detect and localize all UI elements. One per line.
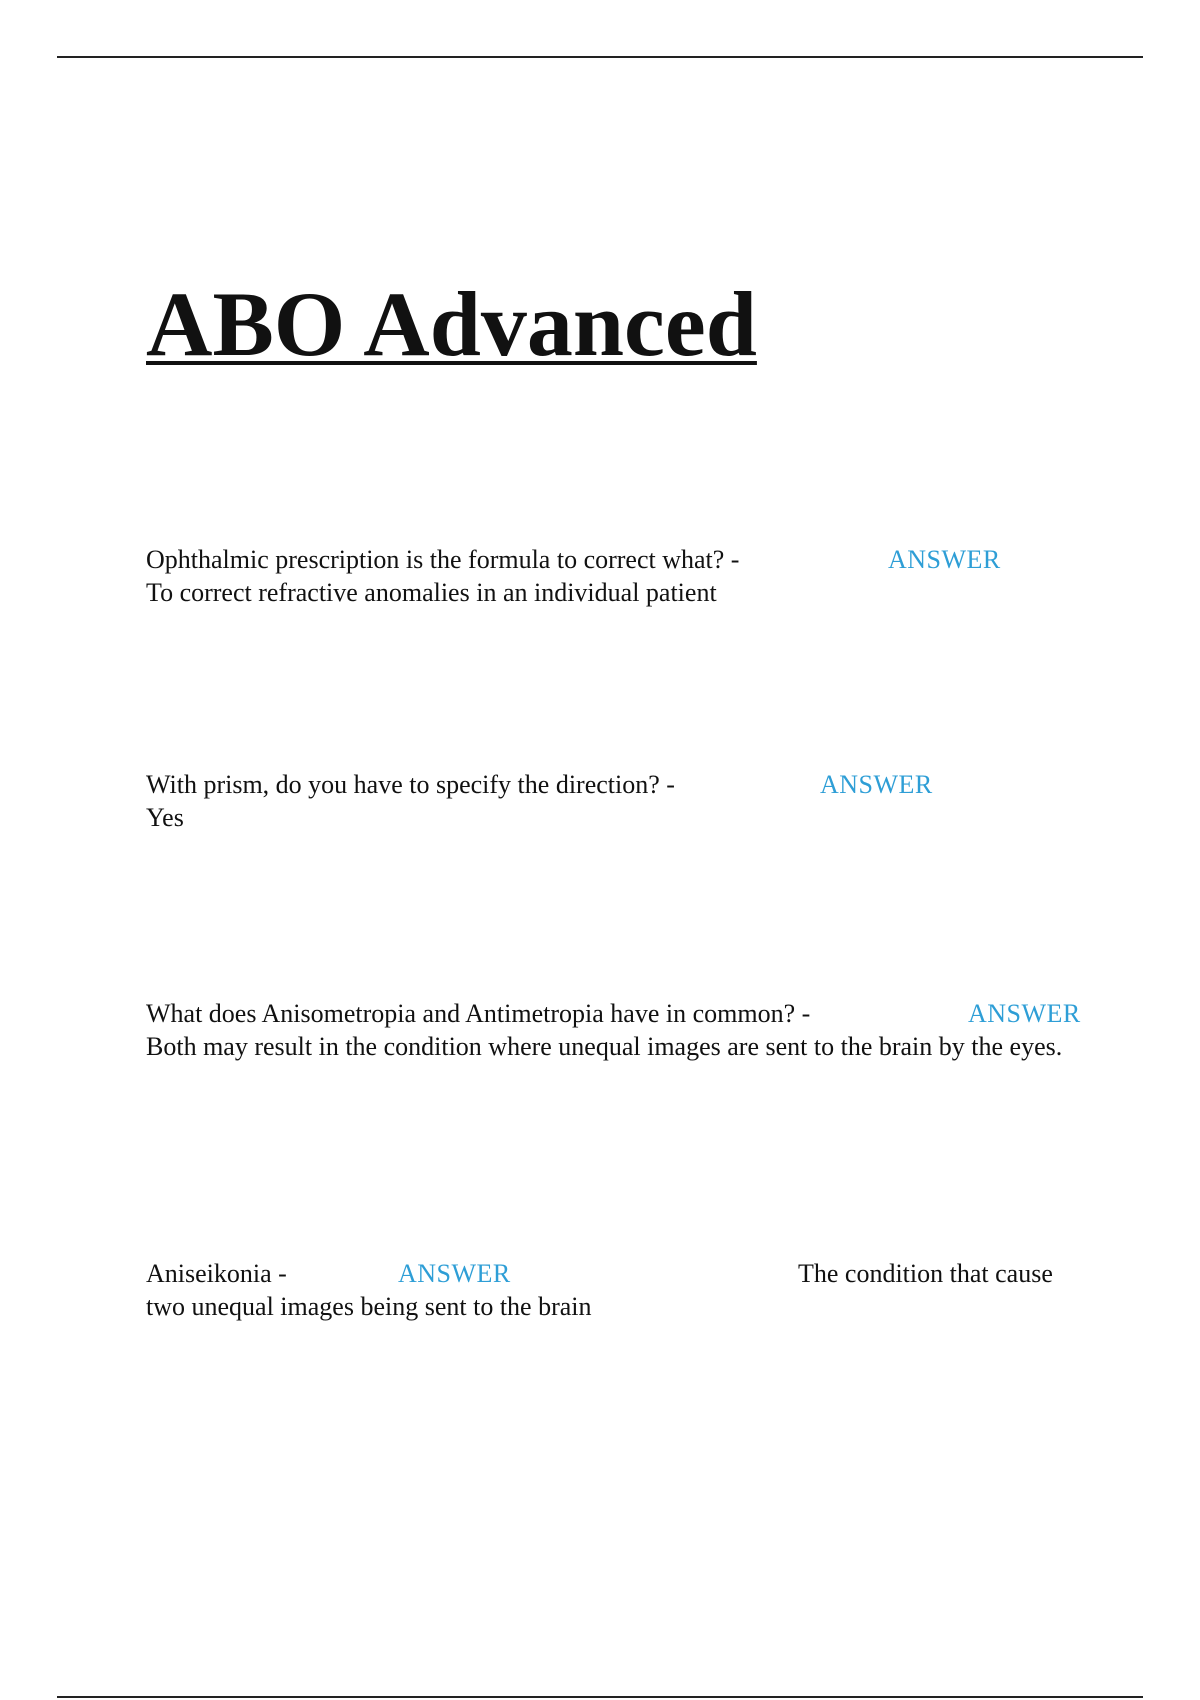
qa-item (146, 543, 1096, 609)
qa-item (146, 1257, 1096, 1323)
answer-label: ANSWER (820, 770, 933, 799)
answer-text: two unequal images being sent to the brain (146, 1292, 592, 1321)
answer-text-first-line: The condition that cause (798, 1259, 1053, 1288)
qa-item (146, 768, 1096, 834)
answer-text: Yes (146, 803, 184, 832)
question-line (146, 768, 1096, 801)
answer-text: Both may result in the condition where unequal images are sent to the brain by the eyes. (146, 1032, 1063, 1061)
question-line (146, 1257, 1096, 1290)
answer-text: To correct refractive anomalies in an individual patient (146, 578, 717, 607)
answer-label: ANSWER (968, 999, 1081, 1028)
answer-label: ANSWER (888, 545, 1001, 574)
footer-rule (57, 1696, 1143, 1698)
document-title: ABO Advanced (146, 273, 757, 375)
question-line (146, 997, 1096, 1030)
answer-label: ANSWER (398, 1259, 511, 1288)
qa-item (146, 997, 1096, 1063)
question-text: With prism, do you have to specify the direction? - (146, 770, 675, 799)
question-text: Aniseikonia - (146, 1259, 287, 1288)
header-rule (57, 56, 1143, 58)
question-text: Ophthalmic prescription is the formula to correct what? - (146, 545, 740, 574)
question-line (146, 543, 1096, 576)
question-text: What does Anisometropia and Antimetropia have in common? - (146, 999, 811, 1028)
